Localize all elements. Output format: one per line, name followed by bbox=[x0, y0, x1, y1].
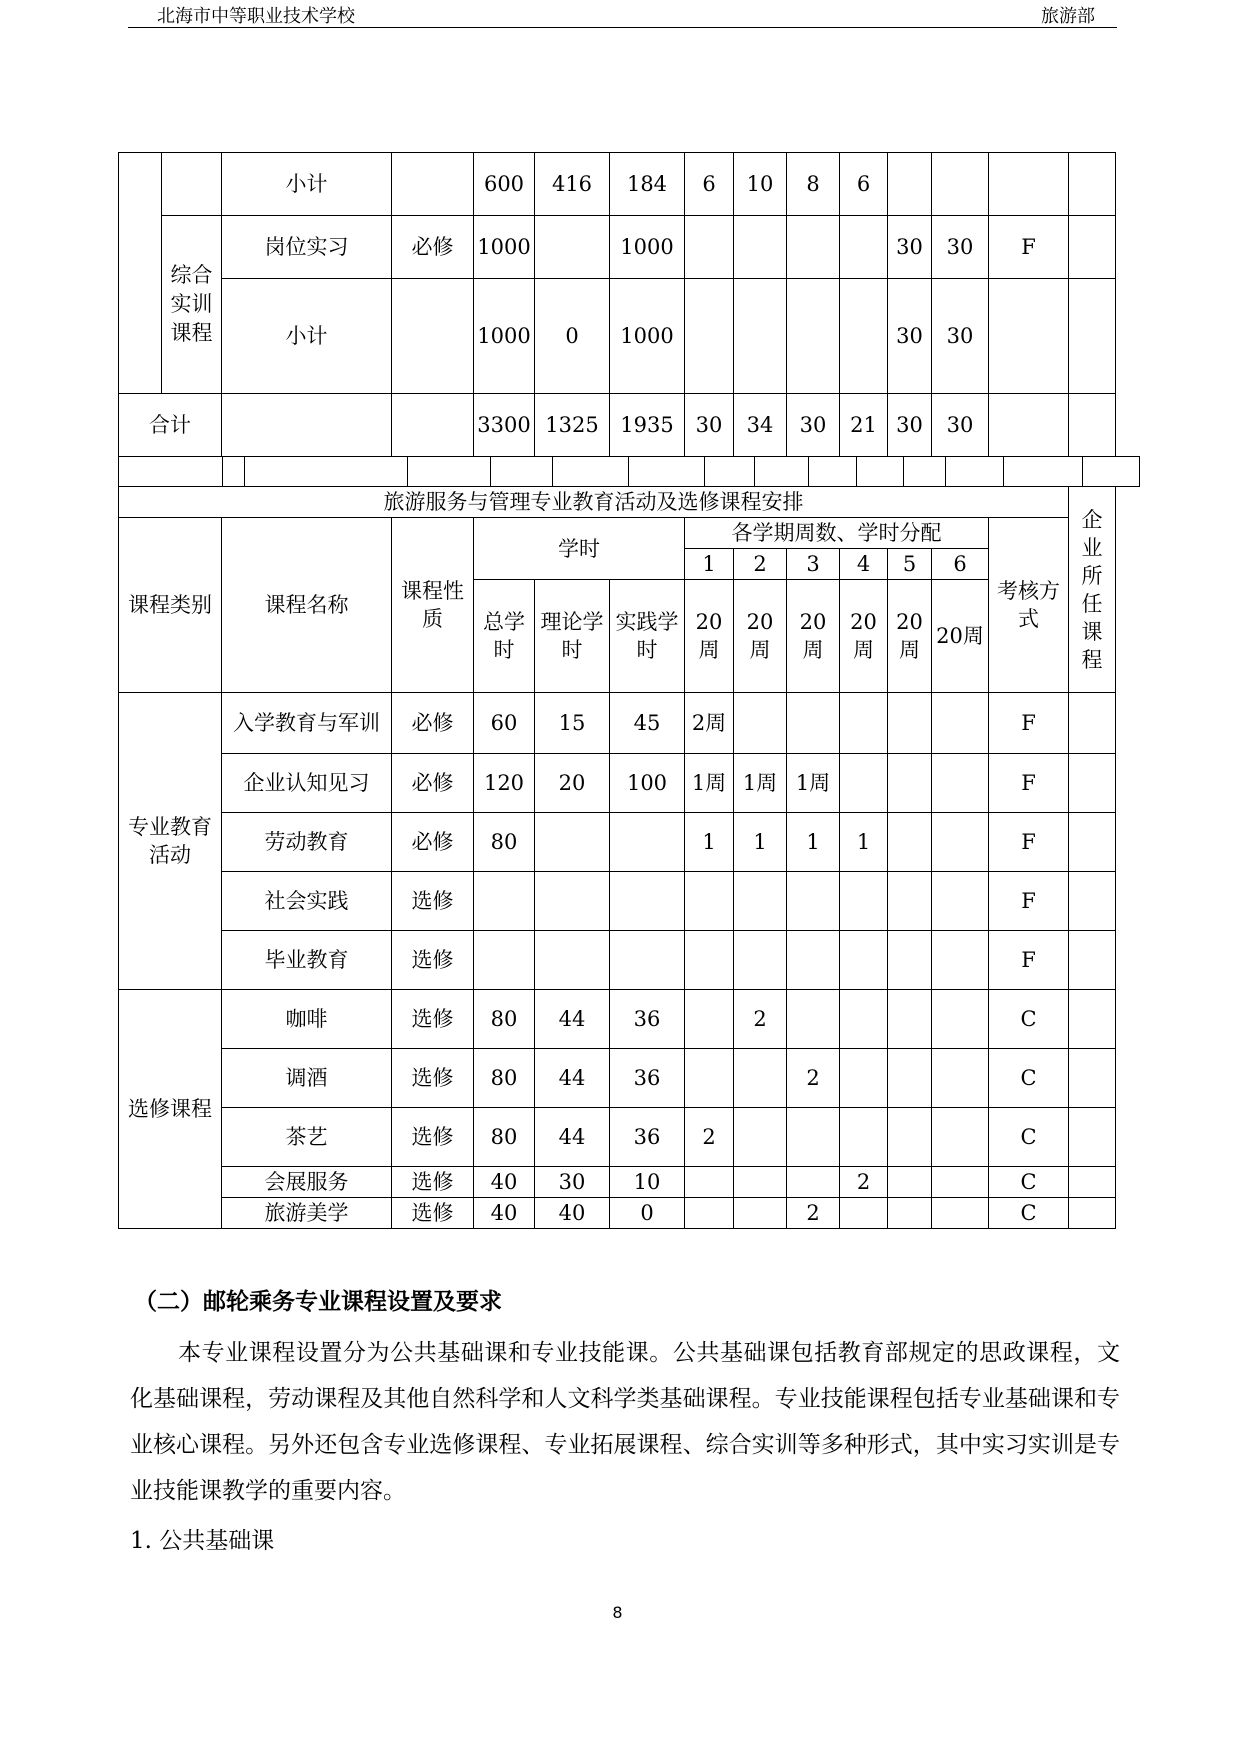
exam-method bbox=[989, 153, 1069, 216]
semester-5: 5 bbox=[888, 549, 932, 580]
table-row bbox=[119, 1198, 1116, 1229]
sem-1: 1周 bbox=[685, 754, 734, 813]
theory-hours: 44 bbox=[535, 1049, 610, 1108]
sem-4 bbox=[840, 216, 888, 279]
sem-3: 8 bbox=[787, 153, 840, 216]
table-row bbox=[119, 153, 1116, 216]
theory-hours-header: 理论学时 bbox=[535, 580, 610, 693]
sem-4: 21 bbox=[840, 394, 888, 457]
exam-method: C bbox=[989, 1049, 1069, 1108]
weeks-header: 各学期周数、学时分配 bbox=[685, 518, 989, 549]
group-label: 选修课程 bbox=[119, 990, 222, 1229]
sem-3: 30 bbox=[787, 394, 840, 457]
total-hours: 3300 bbox=[474, 394, 535, 457]
exam-method: C bbox=[989, 990, 1069, 1049]
sem-6 bbox=[932, 1108, 989, 1167]
table-row bbox=[119, 1049, 1116, 1108]
cell-blank bbox=[222, 394, 392, 457]
sem-1 bbox=[685, 931, 734, 990]
practice-hours: 36 bbox=[610, 1049, 685, 1108]
sem-4 bbox=[840, 1198, 888, 1229]
sem-5: 30 bbox=[888, 279, 932, 394]
cell-blank bbox=[1069, 394, 1116, 457]
table-row bbox=[119, 1108, 1116, 1167]
header-school: 北海市中等职业技术学校 bbox=[157, 6, 355, 27]
sem-4 bbox=[840, 931, 888, 990]
practice-hours: 10 bbox=[610, 1167, 685, 1198]
theory-hours: 20 bbox=[535, 754, 610, 813]
exam-method: F bbox=[989, 216, 1069, 279]
semester-2: 2 bbox=[734, 549, 787, 580]
course-nature: 必修 bbox=[392, 693, 474, 754]
sem-1: 2周 bbox=[685, 693, 734, 754]
subheading: 1. 公共基础课 bbox=[130, 1528, 275, 1554]
hours-header: 学时 bbox=[474, 518, 685, 580]
course-name: 旅游美学 bbox=[222, 1198, 392, 1229]
course-name: 调酒 bbox=[222, 1049, 392, 1108]
course-name: 社会实践 bbox=[222, 872, 392, 931]
sem-2 bbox=[734, 279, 787, 394]
table-row bbox=[119, 931, 1116, 990]
theory-hours bbox=[535, 216, 610, 279]
sem-2 bbox=[734, 1167, 787, 1198]
sem-3 bbox=[787, 931, 840, 990]
sem-1 bbox=[685, 216, 734, 279]
sem-4: 2 bbox=[840, 1167, 888, 1198]
course-name: 毕业教育 bbox=[222, 931, 392, 990]
course-nature: 选修 bbox=[392, 1198, 474, 1229]
practice-hours: 184 bbox=[610, 153, 685, 216]
practice-hours: 0 bbox=[610, 1198, 685, 1229]
theory-hours: 416 bbox=[535, 153, 610, 216]
course-nature: 选修 bbox=[392, 1049, 474, 1108]
course-hours-table bbox=[118, 152, 1116, 457]
sem-6: 30 bbox=[932, 279, 989, 394]
sem-1 bbox=[685, 1198, 734, 1229]
sem-5 bbox=[888, 1049, 932, 1108]
sem-3 bbox=[787, 216, 840, 279]
total-row bbox=[119, 394, 1116, 457]
sem-4 bbox=[840, 279, 888, 394]
weeks-2: 20周 bbox=[734, 580, 787, 693]
cell-blank bbox=[119, 153, 162, 394]
table-row bbox=[119, 872, 1116, 931]
enterprise-course bbox=[1069, 279, 1116, 394]
exam-method: C bbox=[989, 1108, 1069, 1167]
header-rule bbox=[128, 27, 1117, 28]
sem-1 bbox=[685, 1049, 734, 1108]
course-name: 企业认知见习 bbox=[222, 754, 392, 813]
page-number: 8 bbox=[612, 1603, 623, 1622]
practice-hours: 36 bbox=[610, 1108, 685, 1167]
sem-6 bbox=[932, 813, 989, 872]
sem-2 bbox=[734, 872, 787, 931]
course-nature bbox=[392, 279, 474, 394]
sem-4 bbox=[840, 693, 888, 754]
sem-5 bbox=[888, 931, 932, 990]
sem-6 bbox=[932, 693, 989, 754]
sem-5 bbox=[888, 693, 932, 754]
course-nature: 必修 bbox=[392, 813, 474, 872]
theory-hours: 44 bbox=[535, 1108, 610, 1167]
header-row bbox=[119, 518, 1116, 549]
cell-blank bbox=[162, 153, 222, 216]
sem-5 bbox=[888, 1108, 932, 1167]
theory-hours bbox=[535, 931, 610, 990]
total-label: 合计 bbox=[119, 394, 222, 457]
header-department: 旅游部 bbox=[1041, 6, 1095, 27]
sem-5 bbox=[888, 872, 932, 931]
course-name: 小计 bbox=[222, 153, 392, 216]
course-name-header: 课程名称 bbox=[222, 518, 392, 693]
sem-6 bbox=[932, 931, 989, 990]
sem-6: 30 bbox=[932, 394, 989, 457]
sem-2 bbox=[734, 931, 787, 990]
practice-hours: 1000 bbox=[610, 216, 685, 279]
theory-hours: 40 bbox=[535, 1198, 610, 1229]
sem-6 bbox=[932, 153, 989, 216]
category-header: 课程类别 bbox=[119, 518, 222, 693]
sem-5 bbox=[888, 153, 932, 216]
total-hours bbox=[474, 872, 535, 931]
cell-blank bbox=[392, 394, 474, 457]
exam-method bbox=[989, 279, 1069, 394]
sem-1: 6 bbox=[685, 153, 734, 216]
total-hours-header: 总学时 bbox=[474, 580, 535, 693]
enterprise-course bbox=[1069, 1108, 1116, 1167]
course-name: 入学教育与军训 bbox=[222, 693, 392, 754]
sem-3: 2 bbox=[787, 1198, 840, 1229]
blank-separator-row bbox=[118, 456, 1140, 487]
practice-hours: 1000 bbox=[610, 279, 685, 394]
sem-1: 1 bbox=[685, 813, 734, 872]
table-title-row bbox=[119, 487, 1116, 518]
table-row bbox=[119, 693, 1116, 754]
sem-3 bbox=[787, 872, 840, 931]
total-hours: 600 bbox=[474, 153, 535, 216]
sem-2 bbox=[734, 216, 787, 279]
sem-3 bbox=[787, 990, 840, 1049]
course-name: 岗位实习 bbox=[222, 216, 392, 279]
exam-method: C bbox=[989, 1198, 1069, 1229]
exam-method: C bbox=[989, 1167, 1069, 1198]
sem-1 bbox=[685, 1167, 734, 1198]
exam-method: F bbox=[989, 754, 1069, 813]
enterprise-course bbox=[1069, 754, 1116, 813]
practice-hours: 36 bbox=[610, 990, 685, 1049]
semester-4: 4 bbox=[840, 549, 888, 580]
sem-2 bbox=[734, 693, 787, 754]
total-hours: 40 bbox=[474, 1198, 535, 1229]
course-nature: 选修 bbox=[392, 872, 474, 931]
enterprise-course bbox=[1069, 693, 1116, 754]
course-nature: 选修 bbox=[392, 1167, 474, 1198]
course-nature: 必修 bbox=[392, 216, 474, 279]
sem-3: 1周 bbox=[787, 754, 840, 813]
enterprise-course bbox=[1069, 872, 1116, 931]
sem-6 bbox=[932, 990, 989, 1049]
group-label: 专业教育活动 bbox=[119, 693, 222, 990]
course-name: 小计 bbox=[222, 279, 392, 394]
sem-2 bbox=[734, 1108, 787, 1167]
sem-3 bbox=[787, 1167, 840, 1198]
weeks-3: 20周 bbox=[787, 580, 840, 693]
sem-4: 6 bbox=[840, 153, 888, 216]
enterprise-course bbox=[1069, 1198, 1116, 1229]
section-heading: （二）邮轮乘务专业课程设置及要求 bbox=[134, 1288, 502, 1315]
total-hours: 80 bbox=[474, 990, 535, 1049]
sem-4 bbox=[840, 990, 888, 1049]
practice-hours bbox=[610, 813, 685, 872]
total-hours: 60 bbox=[474, 693, 535, 754]
practice-hours-header: 实践学时 bbox=[610, 580, 685, 693]
enterprise-course-header: 企业所任课程 bbox=[1069, 487, 1116, 693]
theory-hours: 1325 bbox=[535, 394, 610, 457]
total-hours: 80 bbox=[474, 813, 535, 872]
sem-5 bbox=[888, 813, 932, 872]
sem-3: 2 bbox=[787, 1049, 840, 1108]
enterprise-course bbox=[1069, 153, 1116, 216]
theory-hours: 0 bbox=[535, 279, 610, 394]
table-row bbox=[119, 990, 1116, 1049]
sem-2 bbox=[734, 1198, 787, 1229]
sem-1: 30 bbox=[685, 394, 734, 457]
section-paragraph: 本专业课程设置分为公共基础课和专业技能课。公共基础课包括教育部规定的思政课程，文化基础课程，劳动课程及其他自然科学和人文科学类基础课程。专业技能课程包括专业基础课和专业核心课程。另外还包含专业选修课程、专业拓展课程、综合实训等多种形式，其中实习实训是专业技能课教学的重要内容。 bbox=[130, 1340, 1120, 1504]
enterprise-course bbox=[1069, 1049, 1116, 1108]
sem-3 bbox=[787, 279, 840, 394]
sem-5 bbox=[888, 1167, 932, 1198]
course-nature bbox=[392, 153, 474, 216]
theory-hours: 44 bbox=[535, 990, 610, 1049]
theory-hours: 30 bbox=[535, 1167, 610, 1198]
course-nature: 选修 bbox=[392, 990, 474, 1049]
exam-method: F bbox=[989, 931, 1069, 990]
course-name: 会展服务 bbox=[222, 1167, 392, 1198]
exam-method: F bbox=[989, 693, 1069, 754]
sem-6 bbox=[932, 754, 989, 813]
sem-4 bbox=[840, 1049, 888, 1108]
exam-method: F bbox=[989, 872, 1069, 931]
total-hours: 80 bbox=[474, 1108, 535, 1167]
total-hours bbox=[474, 931, 535, 990]
sem-2 bbox=[734, 1049, 787, 1108]
cell-blank bbox=[989, 394, 1069, 457]
table-row bbox=[119, 216, 1116, 279]
practice-hours bbox=[610, 931, 685, 990]
group-label: 综合实训课程 bbox=[162, 216, 222, 394]
theory-hours bbox=[535, 872, 610, 931]
course-name: 劳动教育 bbox=[222, 813, 392, 872]
total-hours: 1000 bbox=[474, 279, 535, 394]
total-hours: 1000 bbox=[474, 216, 535, 279]
course-name: 咖啡 bbox=[222, 990, 392, 1049]
table-row bbox=[119, 279, 1116, 394]
course-nature: 选修 bbox=[392, 931, 474, 990]
practice-hours: 45 bbox=[610, 693, 685, 754]
sem-4 bbox=[840, 872, 888, 931]
course-nature: 必修 bbox=[392, 754, 474, 813]
sem-2: 2 bbox=[734, 990, 787, 1049]
sem-5: 30 bbox=[888, 394, 932, 457]
sem-6 bbox=[932, 1167, 989, 1198]
sem-5: 30 bbox=[888, 216, 932, 279]
sem-1 bbox=[685, 990, 734, 1049]
sem-4 bbox=[840, 754, 888, 813]
course-nature-header: 课程性质 bbox=[392, 518, 474, 693]
practice-hours: 1935 bbox=[610, 394, 685, 457]
sem-4: 1 bbox=[840, 813, 888, 872]
exam-method: F bbox=[989, 813, 1069, 872]
weeks-4: 20周 bbox=[840, 580, 888, 693]
enterprise-course bbox=[1069, 931, 1116, 990]
theory-hours: 15 bbox=[535, 693, 610, 754]
total-hours: 40 bbox=[474, 1167, 535, 1198]
sem-4 bbox=[840, 1108, 888, 1167]
practice-hours: 100 bbox=[610, 754, 685, 813]
sem-2: 1 bbox=[734, 813, 787, 872]
weeks-1: 20周 bbox=[685, 580, 734, 693]
sem-2: 10 bbox=[734, 153, 787, 216]
activities-electives-table bbox=[118, 486, 1116, 1229]
sem-3: 1 bbox=[787, 813, 840, 872]
total-hours: 80 bbox=[474, 1049, 535, 1108]
sem-2: 34 bbox=[734, 394, 787, 457]
sem-6 bbox=[932, 872, 989, 931]
sem-1 bbox=[685, 279, 734, 394]
enterprise-course bbox=[1069, 1167, 1116, 1198]
enterprise-course bbox=[1069, 216, 1116, 279]
sem-2: 1周 bbox=[734, 754, 787, 813]
table-title: 旅游服务与管理专业教育活动及选修课程安排 bbox=[119, 487, 1069, 518]
sem-3 bbox=[787, 1108, 840, 1167]
semester-3: 3 bbox=[787, 549, 840, 580]
sem-1: 2 bbox=[685, 1108, 734, 1167]
sem-5 bbox=[888, 754, 932, 813]
semester-6: 6 bbox=[932, 549, 989, 580]
sem-6 bbox=[932, 1049, 989, 1108]
weeks-6: 20周 bbox=[932, 580, 989, 693]
course-nature: 选修 bbox=[392, 1108, 474, 1167]
weeks-5: 20周 bbox=[888, 580, 932, 693]
table-row bbox=[119, 1167, 1116, 1198]
total-hours: 120 bbox=[474, 754, 535, 813]
sem-5 bbox=[888, 990, 932, 1049]
theory-hours bbox=[535, 813, 610, 872]
course-name: 茶艺 bbox=[222, 1108, 392, 1167]
sem-5 bbox=[888, 1198, 932, 1229]
enterprise-course bbox=[1069, 813, 1116, 872]
table-row bbox=[119, 813, 1116, 872]
table-row bbox=[119, 754, 1116, 813]
exam-method-header: 考核方式 bbox=[989, 518, 1069, 693]
sem-6 bbox=[932, 1198, 989, 1229]
practice-hours bbox=[610, 872, 685, 931]
sem-1 bbox=[685, 872, 734, 931]
sem-6: 30 bbox=[932, 216, 989, 279]
enterprise-course bbox=[1069, 990, 1116, 1049]
semester-1: 1 bbox=[685, 549, 734, 580]
sem-3 bbox=[787, 693, 840, 754]
